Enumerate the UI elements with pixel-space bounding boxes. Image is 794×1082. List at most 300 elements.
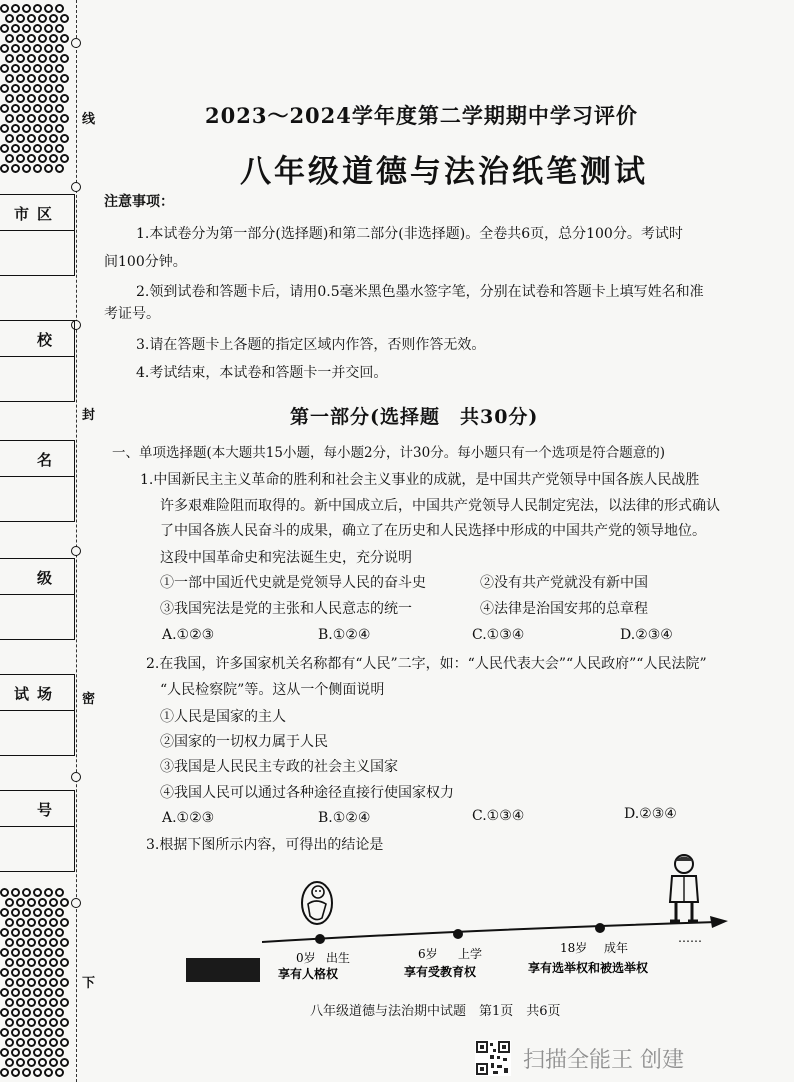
binding-hole bbox=[60, 14, 69, 23]
question-2-option-c[interactable]: C.①③④ bbox=[472, 808, 525, 824]
binding-hole bbox=[11, 144, 20, 153]
info-field-district[interactable] bbox=[0, 231, 74, 275]
binding-hole bbox=[49, 918, 58, 927]
question-2-option-b[interactable]: B.①②④ bbox=[318, 810, 371, 826]
binding-hole bbox=[60, 154, 69, 163]
binding-hole bbox=[49, 978, 58, 987]
binding-hole bbox=[55, 1008, 64, 1017]
binding-hole bbox=[55, 124, 64, 133]
binding-hole bbox=[33, 24, 42, 33]
binding-hole bbox=[5, 938, 14, 947]
binding-hole bbox=[22, 104, 31, 113]
binding-hole bbox=[38, 918, 47, 927]
scanner-watermark: 扫描全能王 创建 bbox=[523, 1048, 684, 1073]
info-field-class[interactable] bbox=[0, 595, 74, 639]
info-label-name: 名 bbox=[0, 441, 74, 477]
part-intro: 一、单项选择题(本大题共15小题，每小题2分，计30分。每小题只有一个选项是符合题意的) bbox=[112, 445, 665, 461]
binding-hole bbox=[0, 988, 9, 997]
binding-hole bbox=[38, 34, 47, 43]
notice-line: 间100分钟。 bbox=[104, 254, 187, 270]
binding-hole bbox=[60, 74, 69, 83]
binding-hole bbox=[38, 1038, 47, 1047]
binding-hole bbox=[60, 898, 69, 907]
notice-line: 1.本试卷分为第一部分(选择题)和第二部分(非选择题)。全卷共6页，总分100分。考试时 bbox=[136, 226, 683, 242]
page-footer: 八年级道德与法治期中试题 第1页 共6页 bbox=[310, 1004, 561, 1019]
binding-hole bbox=[44, 1048, 53, 1057]
binding-hole bbox=[16, 918, 25, 927]
binding-hole bbox=[55, 64, 64, 73]
binding-hole bbox=[33, 1068, 42, 1077]
binding-hole bbox=[44, 928, 53, 937]
binding-hole bbox=[11, 968, 20, 977]
binding-hole bbox=[16, 1058, 25, 1067]
timeline-age-0: 0岁 bbox=[296, 951, 316, 965]
binding-hole bbox=[44, 64, 53, 73]
binding-hole bbox=[44, 988, 53, 997]
binding-hole bbox=[22, 24, 31, 33]
binding-hole bbox=[0, 44, 9, 53]
binding-hole bbox=[49, 114, 58, 123]
binding-hole bbox=[33, 164, 42, 173]
binding-hole bbox=[0, 164, 9, 173]
binding-hole bbox=[0, 144, 9, 153]
binding-hole bbox=[27, 1058, 36, 1067]
binding-hole bbox=[60, 958, 69, 967]
binding-hole bbox=[60, 978, 69, 987]
binding-hole bbox=[49, 1018, 58, 1027]
binding-hole bbox=[38, 134, 47, 143]
info-label-school: 校 bbox=[0, 321, 74, 357]
question-3-stem-line: 3.根据下图所示内容，可得出的结论是 bbox=[146, 837, 384, 853]
binding-hole bbox=[33, 1008, 42, 1017]
binding-hole bbox=[16, 134, 25, 143]
binding-hole bbox=[55, 4, 64, 13]
binding-hole bbox=[22, 928, 31, 937]
binding-hole bbox=[55, 1068, 64, 1077]
question-1-stem-line: 这段中国革命史和宪法诞生史，充分说明 bbox=[160, 550, 412, 566]
binding-hole bbox=[16, 34, 25, 43]
binding-hole bbox=[44, 124, 53, 133]
binding-hole bbox=[38, 114, 47, 123]
binding-hole bbox=[33, 908, 42, 917]
notice-heading: 注意事项： bbox=[104, 194, 174, 210]
binding-hole bbox=[49, 938, 58, 947]
notice-line: 考证号。 bbox=[104, 306, 160, 322]
binding-hole bbox=[11, 24, 20, 33]
binding-hole bbox=[16, 74, 25, 83]
binding-char-xia: 下 bbox=[82, 976, 96, 991]
binding-hole bbox=[60, 938, 69, 947]
info-box-name bbox=[0, 440, 75, 522]
question-2-statement: ②国家的一切权力属于人民 bbox=[160, 734, 328, 750]
info-box-number bbox=[0, 790, 75, 872]
binding-hole bbox=[5, 94, 14, 103]
binding-hole bbox=[11, 44, 20, 53]
binding-hole bbox=[11, 928, 20, 937]
binding-hole bbox=[22, 1068, 31, 1077]
binding-hole bbox=[22, 64, 31, 73]
binding-hole bbox=[27, 998, 36, 1007]
binding-hole bbox=[5, 1058, 14, 1067]
info-box-school bbox=[0, 320, 75, 402]
baby-illustration-icon bbox=[296, 878, 338, 928]
binding-hole bbox=[60, 1058, 69, 1067]
binding-hole bbox=[44, 908, 53, 917]
binding-hole bbox=[44, 144, 53, 153]
binding-circle bbox=[71, 546, 81, 556]
info-field-number[interactable] bbox=[0, 827, 74, 871]
timeline-age-1: 6岁 bbox=[418, 947, 438, 961]
binding-hole bbox=[27, 154, 36, 163]
exam-title: 2023～2024学年度第二学期期中学习评价 bbox=[205, 103, 638, 128]
binding-hole bbox=[33, 84, 42, 93]
question-1-stem-line: 了中国各族人民奋斗的成果，确立了在历史和人民选择中形成的中国共产党的领导地位。 bbox=[160, 523, 706, 539]
binding-char-xian: 线 bbox=[82, 112, 96, 127]
binding-hole bbox=[60, 54, 69, 63]
binding-hole bbox=[11, 124, 20, 133]
binding-hole bbox=[33, 988, 42, 997]
binding-hole bbox=[49, 958, 58, 967]
timeline-ellipsis: …… bbox=[678, 931, 702, 945]
question-1-statement: ④法律是治国安邦的总章程 bbox=[480, 601, 648, 617]
question-1-statement: ③我国宪法是党的主张和人民意志的统一 bbox=[160, 601, 412, 617]
binding-hole bbox=[0, 968, 9, 977]
binding-hole bbox=[27, 54, 36, 63]
info-field-room[interactable] bbox=[0, 711, 74, 755]
timeline-event-0: 出生 bbox=[326, 951, 351, 965]
binding-hole bbox=[22, 144, 31, 153]
binding-hole bbox=[27, 938, 36, 947]
binding-hole bbox=[44, 948, 53, 957]
binding-hole bbox=[27, 978, 36, 987]
binding-holes-top bbox=[0, 4, 72, 180]
binding-hole bbox=[5, 1018, 14, 1027]
binding-hole bbox=[5, 898, 14, 907]
binding-hole bbox=[11, 104, 20, 113]
timeline-right-2: 享有选举权和被选举权 bbox=[528, 961, 649, 975]
binding-hole bbox=[11, 1048, 20, 1057]
binding-hole bbox=[33, 1048, 42, 1057]
binding-hole bbox=[38, 978, 47, 987]
binding-hole bbox=[55, 928, 64, 937]
binding-hole bbox=[27, 94, 36, 103]
info-box-class bbox=[0, 558, 75, 640]
notice-line: 4.考试结束，本试卷和答题卡一并交回。 bbox=[136, 365, 388, 381]
timeline-arrow-icon bbox=[710, 916, 728, 928]
qr-code-icon bbox=[475, 1040, 511, 1076]
binding-hole bbox=[44, 84, 53, 93]
question-1-option-c[interactable]: C.①③④ bbox=[472, 627, 525, 643]
adult-illustration-icon bbox=[664, 852, 704, 924]
binding-hole bbox=[55, 104, 64, 113]
binding-hole bbox=[49, 998, 58, 1007]
timeline-event-1: 上学 bbox=[458, 947, 483, 961]
binding-hole bbox=[0, 928, 9, 937]
binding-hole bbox=[38, 154, 47, 163]
binding-hole bbox=[38, 998, 47, 1007]
binding-hole bbox=[55, 988, 64, 997]
binding-hole bbox=[11, 4, 20, 13]
timeline-age-2: 18岁 bbox=[560, 941, 588, 955]
binding-hole bbox=[33, 888, 42, 897]
binding-hole bbox=[0, 4, 9, 13]
binding-hole bbox=[49, 14, 58, 23]
binding-hole bbox=[27, 74, 36, 83]
binding-hole bbox=[5, 918, 14, 927]
binding-hole bbox=[55, 968, 64, 977]
binding-hole bbox=[33, 64, 42, 73]
binding-hole bbox=[16, 1018, 25, 1027]
binding-circle bbox=[71, 38, 81, 48]
binding-hole bbox=[11, 888, 20, 897]
binding-hole bbox=[55, 1048, 64, 1057]
binding-hole bbox=[49, 134, 58, 143]
binding-hole bbox=[27, 1018, 36, 1027]
binding-hole bbox=[27, 34, 36, 43]
binding-hole bbox=[49, 1038, 58, 1047]
binding-hole bbox=[27, 114, 36, 123]
binding-hole bbox=[44, 1068, 53, 1077]
exam-subtitle: 八年级道德与法治纸笔测试 bbox=[240, 154, 648, 190]
info-field-school[interactable] bbox=[0, 357, 74, 401]
redacted-box bbox=[186, 958, 260, 982]
binding-hole bbox=[60, 1038, 69, 1047]
question-1-stem-line: 1.中国新民主主义革命的胜利和社会主义事业的成就，是中国共产党领导中国各族人民战胜 bbox=[140, 472, 700, 488]
binding-hole bbox=[27, 134, 36, 143]
binding-hole bbox=[16, 898, 25, 907]
binding-hole bbox=[16, 1038, 25, 1047]
question-1-statement: ①一部中国近代史就是党领导人民的奋斗史 bbox=[160, 575, 426, 591]
binding-hole bbox=[16, 154, 25, 163]
binding-hole bbox=[5, 14, 14, 23]
binding-hole bbox=[38, 54, 47, 63]
binding-hole bbox=[0, 888, 9, 897]
question-2-stem-line: “人民检察院”等。这从一个侧面说明 bbox=[160, 682, 385, 698]
binding-hole bbox=[22, 164, 31, 173]
binding-hole bbox=[60, 918, 69, 927]
binding-hole bbox=[11, 164, 20, 173]
binding-hole bbox=[5, 1038, 14, 1047]
binding-hole bbox=[55, 1028, 64, 1037]
binding-hole bbox=[22, 124, 31, 133]
binding-hole bbox=[27, 918, 36, 927]
binding-hole bbox=[22, 888, 31, 897]
info-box-district bbox=[0, 194, 75, 276]
info-field-name[interactable] bbox=[0, 477, 74, 521]
info-label-room: 试场 bbox=[0, 675, 74, 711]
binding-hole bbox=[22, 968, 31, 977]
binding-hole bbox=[55, 24, 64, 33]
binding-hole bbox=[0, 1068, 9, 1077]
binding-hole bbox=[49, 34, 58, 43]
binding-hole bbox=[33, 948, 42, 957]
info-label-number: 号 bbox=[0, 791, 74, 827]
binding-hole bbox=[11, 1068, 20, 1077]
info-label-class: 级 bbox=[0, 559, 74, 595]
binding-hole bbox=[38, 898, 47, 907]
binding-hole bbox=[38, 958, 47, 967]
binding-hole bbox=[38, 14, 47, 23]
binding-hole bbox=[60, 114, 69, 123]
binding-hole bbox=[49, 74, 58, 83]
binding-hole bbox=[5, 154, 14, 163]
question-2-statement: ①人民是国家的主人 bbox=[160, 709, 286, 725]
binding-hole bbox=[5, 114, 14, 123]
binding-hole bbox=[38, 94, 47, 103]
binding-hole bbox=[49, 154, 58, 163]
binding-hole bbox=[16, 94, 25, 103]
binding-hole bbox=[33, 1028, 42, 1037]
binding-hole bbox=[33, 44, 42, 53]
binding-hole bbox=[27, 958, 36, 967]
binding-hole bbox=[5, 134, 14, 143]
binding-hole bbox=[49, 1058, 58, 1067]
binding-circle bbox=[71, 772, 81, 782]
binding-hole bbox=[16, 978, 25, 987]
binding-hole bbox=[16, 958, 25, 967]
binding-hole bbox=[16, 114, 25, 123]
binding-hole bbox=[16, 54, 25, 63]
binding-hole bbox=[5, 998, 14, 1007]
timeline-dot bbox=[315, 934, 325, 944]
notice-line: 3.请在答题卡上各题的指定区域内作答，否则作答无效。 bbox=[136, 337, 486, 353]
binding-hole bbox=[44, 1008, 53, 1017]
binding-hole bbox=[33, 4, 42, 13]
timeline-dot bbox=[453, 929, 463, 939]
binding-hole bbox=[0, 1008, 9, 1017]
binding-hole bbox=[5, 74, 14, 83]
binding-hole bbox=[22, 908, 31, 917]
binding-hole bbox=[16, 14, 25, 23]
binding-hole bbox=[22, 4, 31, 13]
binding-hole bbox=[27, 1038, 36, 1047]
binding-hole bbox=[38, 74, 47, 83]
binding-hole bbox=[22, 1048, 31, 1057]
binding-hole bbox=[0, 1048, 9, 1057]
binding-hole bbox=[55, 948, 64, 957]
binding-hole bbox=[33, 928, 42, 937]
binding-hole bbox=[44, 24, 53, 33]
question-1-statement: ②没有共产党就没有新中国 bbox=[480, 575, 648, 591]
binding-hole bbox=[5, 978, 14, 987]
binding-char-mi: 密 bbox=[82, 692, 96, 707]
binding-hole bbox=[44, 4, 53, 13]
timeline-right-0: 享有人格权 bbox=[278, 967, 339, 981]
timeline-event-2: 成年 bbox=[604, 941, 629, 955]
binding-hole bbox=[11, 1028, 20, 1037]
section-title: 第一部分(选择题 共30分) bbox=[290, 406, 539, 428]
question-1-option-d[interactable]: D.②③④ bbox=[620, 627, 673, 643]
question-1-stem-line: 许多艰难险阻而取得的。新中国成立后，中国共产党领导人民制定宪法，以法律的形式确认 bbox=[160, 498, 720, 514]
binding-hole bbox=[33, 144, 42, 153]
question-2-option-d[interactable]: D.②③④ bbox=[624, 806, 677, 822]
binding-hole bbox=[55, 888, 64, 897]
binding-hole bbox=[22, 948, 31, 957]
binding-hole bbox=[11, 948, 20, 957]
binding-hole bbox=[44, 104, 53, 113]
binding-hole bbox=[33, 104, 42, 113]
binding-hole bbox=[0, 24, 9, 33]
binding-hole bbox=[0, 104, 9, 113]
binding-hole bbox=[38, 1018, 47, 1027]
binding-hole bbox=[5, 54, 14, 63]
binding-hole bbox=[0, 84, 9, 93]
binding-hole bbox=[16, 998, 25, 1007]
binding-hole bbox=[55, 44, 64, 53]
binding-hole bbox=[11, 988, 20, 997]
binding-hole bbox=[5, 958, 14, 967]
binding-hole bbox=[11, 1008, 20, 1017]
binding-hole bbox=[0, 124, 9, 133]
timeline-right-1: 享有受教育权 bbox=[404, 965, 477, 979]
binding-hole bbox=[60, 134, 69, 143]
binding-hole bbox=[11, 64, 20, 73]
binding-hole bbox=[55, 144, 64, 153]
binding-hole bbox=[55, 908, 64, 917]
binding-hole bbox=[22, 84, 31, 93]
binding-hole bbox=[49, 898, 58, 907]
binding-circle bbox=[71, 182, 81, 192]
binding-hole bbox=[49, 54, 58, 63]
binding-hole bbox=[0, 1028, 9, 1037]
binding-hole bbox=[33, 124, 42, 133]
binding-hole bbox=[55, 164, 64, 173]
question-2-statement: ④我国人民可以通过各种途径直接行使国家权力 bbox=[160, 785, 454, 801]
question-1-option-b[interactable]: B.①②④ bbox=[318, 627, 371, 643]
info-label-district: 市区 bbox=[0, 195, 74, 231]
question-2-statement: ③我国是人民民主专政的社会主义国家 bbox=[160, 759, 398, 775]
binding-line bbox=[76, 0, 77, 1082]
binding-hole bbox=[60, 998, 69, 1007]
binding-hole bbox=[44, 888, 53, 897]
binding-hole bbox=[0, 908, 9, 917]
binding-hole bbox=[38, 1058, 47, 1067]
question-2-stem-line: 2.在我国，许多国家机关名称都有“人民”二字，如：“人民代表大会”“人民政府”“人民法院” bbox=[146, 656, 707, 672]
binding-hole bbox=[11, 84, 20, 93]
binding-hole bbox=[38, 938, 47, 947]
question-2-option-a[interactable]: A.①②③ bbox=[162, 810, 215, 826]
binding-hole bbox=[27, 14, 36, 23]
binding-hole bbox=[55, 84, 64, 93]
notice-line: 2.领到试卷和答题卡后，请用0.5毫米黑色墨水签字笔，分别在试卷和答题卡上填写姓名和准 bbox=[136, 284, 704, 300]
binding-hole bbox=[0, 64, 9, 73]
binding-hole bbox=[44, 164, 53, 173]
binding-char-feng: 封 bbox=[82, 408, 96, 423]
binding-hole bbox=[22, 1028, 31, 1037]
binding-hole bbox=[60, 94, 69, 103]
question-1-option-a[interactable]: A.①②③ bbox=[162, 627, 215, 643]
binding-hole bbox=[5, 34, 14, 43]
binding-hole bbox=[44, 44, 53, 53]
binding-hole bbox=[11, 908, 20, 917]
binding-hole bbox=[60, 1018, 69, 1027]
binding-hole bbox=[22, 44, 31, 53]
info-box-room bbox=[0, 674, 75, 756]
binding-holes-bottom bbox=[0, 888, 72, 1080]
binding-hole bbox=[33, 968, 42, 977]
binding-hole bbox=[22, 1008, 31, 1017]
binding-circle bbox=[71, 898, 81, 908]
binding-hole bbox=[16, 938, 25, 947]
binding-hole bbox=[44, 968, 53, 977]
binding-hole bbox=[49, 94, 58, 103]
binding-hole bbox=[44, 1028, 53, 1037]
binding-hole bbox=[60, 34, 69, 43]
binding-hole bbox=[22, 988, 31, 997]
binding-hole bbox=[27, 898, 36, 907]
binding-hole bbox=[0, 948, 9, 957]
timeline-dot bbox=[595, 923, 605, 933]
